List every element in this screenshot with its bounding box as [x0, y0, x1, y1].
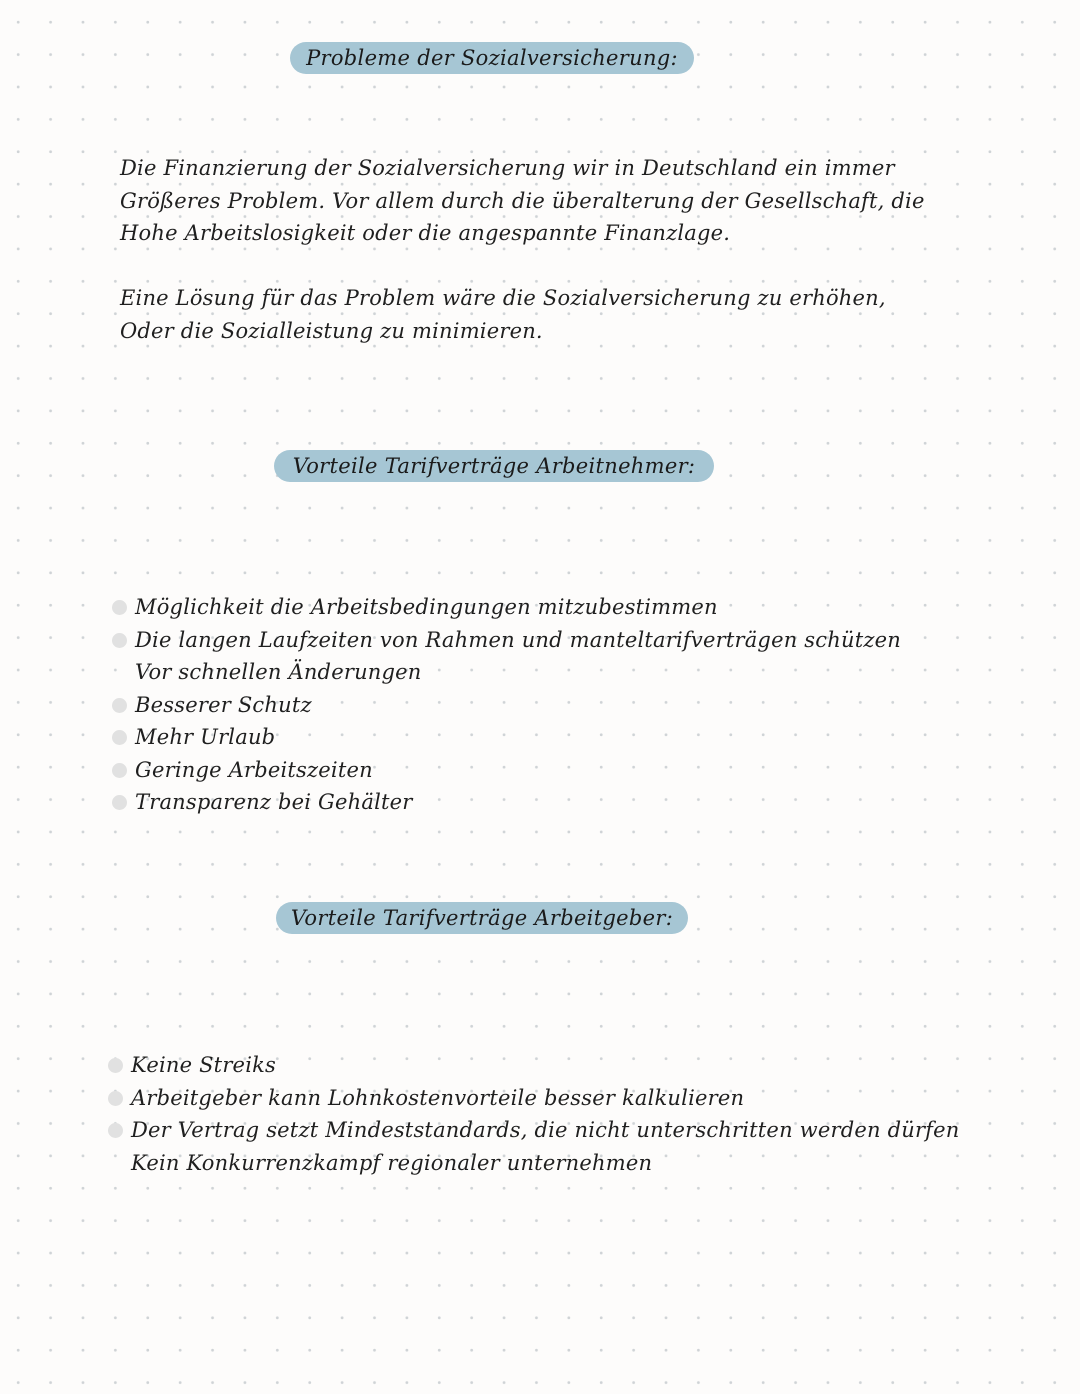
list-item [135, 754, 901, 787]
list-item [135, 786, 901, 819]
list-item-text: Keine Streiks [131, 1053, 277, 1077]
paragraph-line: Größeres Problem. Vor allem durch die überalterung der Gesellschaft, die [120, 188, 925, 213]
list-vorteile-arbeitgeber [131, 1049, 960, 1179]
list-item-text: Geringe Arbeitszeiten [135, 757, 373, 782]
paragraph-line: Eine Lösung für das Problem wäre die Sozialversicherung zu erhöhen, [120, 286, 886, 310]
heading-vorteile-arbeitgeber [276, 902, 688, 934]
list-item-text: Besserer Schutz [135, 692, 312, 717]
bullet-icon [108, 1058, 123, 1073]
paragraph-loesung [120, 282, 970, 347]
list-item-text: Mehr Urlaub [135, 725, 276, 749]
list-item [135, 624, 901, 689]
list-item-text-continued: Vor schnellen Änderungen [135, 660, 422, 684]
paragraph-line: Hohe Arbeitslosigkeit oder die angespannte Finanzlage. [120, 221, 731, 245]
bullet-icon [112, 795, 127, 810]
bullet-icon [112, 763, 127, 778]
list-item [135, 689, 901, 722]
heading-sozialversicherung-text: Probleme der Sozialversicherung: [306, 46, 678, 70]
bullet-icon [108, 1123, 123, 1138]
heading-sozialversicherung [290, 42, 694, 74]
heading-vorteile-arbeitgeber-text: Vorteile Tarifverträge Arbeitgeber: [290, 906, 674, 930]
list-item [131, 1082, 960, 1115]
list-item [135, 591, 901, 624]
list-item-text: Der Vertrag setzt Mindeststandards, die nicht unterschritten werden dürfen [131, 1118, 960, 1142]
list-item-text: Die langen Laufzeiten von Rahmen und manteltarifverträgen schützen [135, 627, 901, 652]
heading-vorteile-arbeitnehmer [274, 450, 714, 482]
paragraph-line: Die Finanzierung der Sozialversicherung wir in Deutschland ein immer [120, 156, 895, 180]
list-item-text: Transparenz bei Gehälter [135, 790, 413, 814]
list-item [131, 1049, 960, 1082]
list-item [135, 721, 901, 754]
paragraph-finanzierung [120, 152, 970, 250]
bullet-icon [112, 633, 127, 648]
list-item-text: Möglichkeit die Arbeitsbedingungen mitzubestimmen [135, 595, 718, 619]
bullet-icon [112, 600, 127, 615]
list-vorteile-arbeitnehmer [135, 591, 901, 819]
list-item-text-continued: Kein Konkurrenzkampf regionaler unternehmen [131, 1150, 653, 1175]
list-item-text: Arbeitgeber kann Lohnkostenvorteile besser kalkulieren [131, 1085, 745, 1110]
list-item [131, 1114, 960, 1179]
bullet-icon [108, 1091, 123, 1106]
paragraph-line: Oder die Sozialleistung zu minimieren. [120, 318, 543, 343]
bullet-icon [112, 698, 127, 713]
heading-vorteile-arbeitnehmer-text: Vorteile Tarifverträge Arbeitnehmer: [292, 454, 696, 478]
bullet-icon [112, 730, 127, 745]
